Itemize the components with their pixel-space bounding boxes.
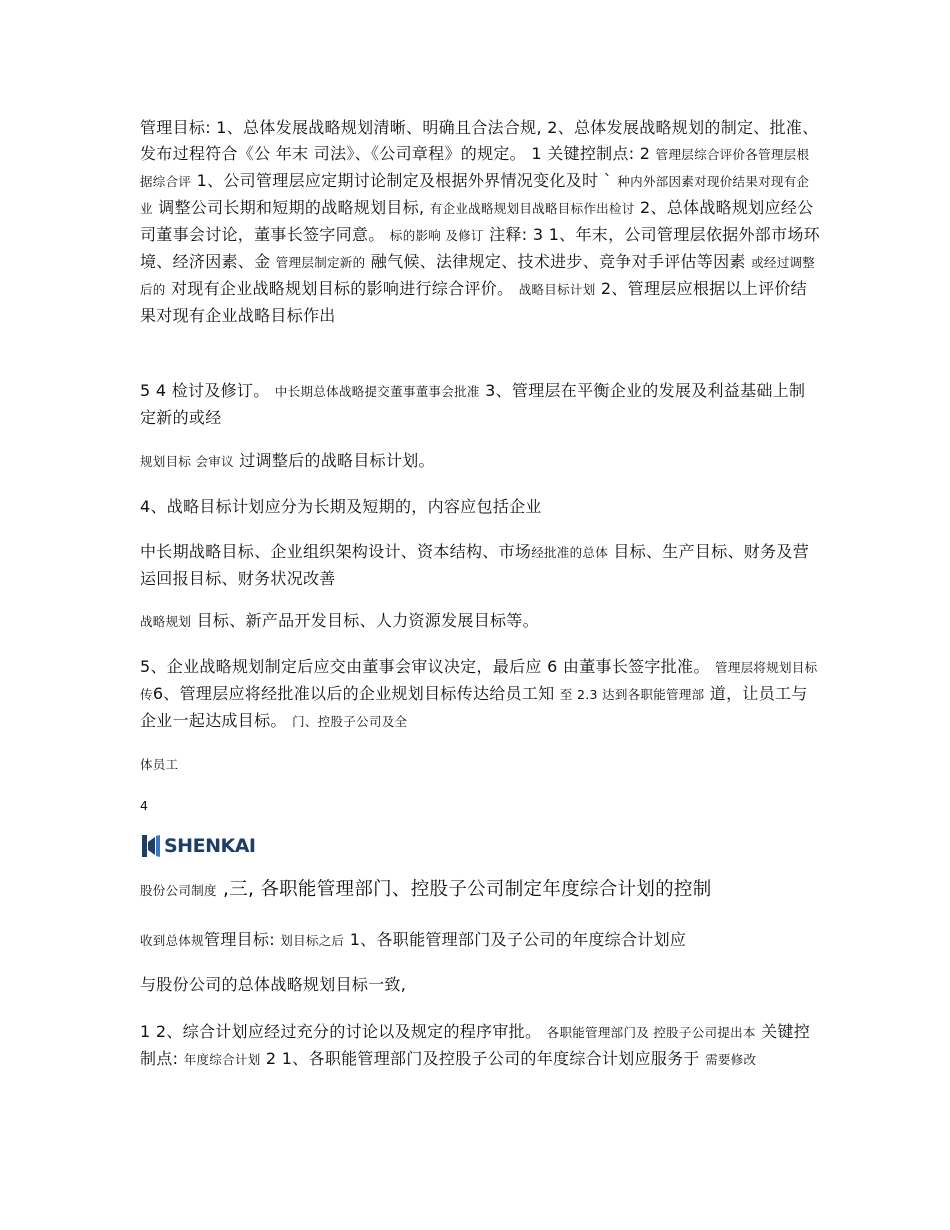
text-run: 1、各职能管理部门及子公司的年度综合计划应 bbox=[344, 930, 687, 949]
text-run: 5 4 检讨及修订。 bbox=[140, 381, 275, 400]
paragraph-plan-contents bbox=[140, 539, 820, 592]
shenkai-logo-text: SHENKAI bbox=[164, 835, 256, 857]
text-run: 2 1、各职能管理部门及控股子公司的年度综合计划应服务于 bbox=[260, 1049, 706, 1068]
small-text-run: 战略规划 bbox=[140, 614, 192, 629]
text-run: 6、管理层应将经批准以后的企业规划目标传达给员工知 bbox=[152, 684, 560, 703]
small-text-run: 种内外部因素对现价结果对现有企业 bbox=[140, 174, 810, 216]
text-run: 管理目标: bbox=[204, 930, 281, 949]
small-text-run: 或经过调整后的 bbox=[140, 255, 816, 297]
text-run: 道，让员工与企业一起达成目标。 bbox=[140, 684, 808, 730]
small-text-run: 标的影响 及修订 bbox=[389, 228, 484, 243]
section-heading-annual-plan bbox=[140, 877, 820, 904]
text-run: 1 2、综合计划应经过充分的讨论以及规定的程序审批。 bbox=[140, 1022, 547, 1041]
small-text-run: 中长期总体战略提交董事董事会批准 bbox=[274, 384, 480, 399]
text-run: 目标、生产目标、财务及营运回报目标、财务状况改善 bbox=[140, 542, 810, 588]
paragraph-adjusted-plan bbox=[140, 448, 820, 475]
page-number-text: 4 bbox=[140, 798, 149, 813]
text-run: 过调整后的战略目标计划。 bbox=[233, 451, 435, 470]
paragraph-all-staff bbox=[140, 752, 820, 778]
small-text-run: 划目标之后 bbox=[280, 933, 345, 948]
text-run: 4、战略目标计划应分为长期及短期的，内容应包括企业 bbox=[140, 497, 542, 516]
text-run: 目标、新产品开发目标、人力资源发展目标等。 bbox=[191, 611, 539, 630]
small-text-run: 各职能管理部门及 控股子公司提出本 bbox=[546, 1025, 756, 1040]
small-text-run: 经批准的总体 bbox=[531, 545, 609, 560]
small-text-run: 管理层将规划目标传 bbox=[140, 660, 818, 702]
text-run: 注释: 3 1、年末，公司管理层依据外部市场环境、经济因素、金 bbox=[140, 225, 820, 271]
paragraph-board-approval bbox=[140, 654, 820, 735]
shenkai-logo bbox=[142, 832, 255, 860]
small-text-run: 管理层制定新的 bbox=[275, 255, 366, 270]
page-number bbox=[140, 793, 820, 819]
heading-text: ,三, 各职能管理部门、控股子公司制定年度综合计划的控制 bbox=[216, 879, 712, 900]
paragraph-annual-plan-objective bbox=[140, 927, 820, 954]
paragraph-strategy-control bbox=[140, 115, 820, 329]
text-run: 对现有企业战略规划目标的影响进行综合评价。 bbox=[165, 279, 519, 298]
small-text-run: 年度综合计划 bbox=[183, 1052, 261, 1067]
text-run: 与股份公司的总体战略规划目标一致, bbox=[140, 975, 407, 994]
small-text-run: 门、控股子公司及全 bbox=[292, 714, 408, 729]
small-text-run: 管理层综合评价各管理层根据综合评 bbox=[140, 147, 810, 189]
small-text-run: 需要修改 bbox=[705, 1052, 757, 1067]
paragraph-review-revision bbox=[140, 378, 820, 431]
small-text-run: 战略目标计划 bbox=[518, 282, 596, 297]
text-run: 2、总体战略规划应经公司董事会讨论，董事长签字同意。 bbox=[140, 198, 814, 244]
paragraph-plan-targets bbox=[140, 608, 820, 635]
small-text-run: 收到总体规 bbox=[140, 933, 205, 948]
text-run: 3、管理层在平衡企业的发展及利益基础上制定新的或经 bbox=[140, 381, 806, 427]
paragraph-approval-procedure bbox=[140, 1019, 820, 1073]
text-run: 管理目标: 1、总体发展战略规划清晰、明确且合法合规, 2、总体发展战略规划的制定、批准、发布过程符合《公 年末 司法》、《公司章程》的规定。 1 关键控制点: 2 bbox=[140, 118, 819, 163]
small-text-run: 有企业战略规划目战略目标作出检讨 bbox=[429, 201, 635, 216]
small-text-run: 至 2.3 达到各职能管理部 bbox=[559, 687, 705, 702]
text-run: 融气候、法律规定、技术进步、竞争对手评估等因素 bbox=[365, 252, 752, 271]
paragraph-long-short-term bbox=[140, 494, 820, 520]
text-run: 关键控制点: bbox=[140, 1022, 811, 1068]
small-text-run: 规划目标 会审议 bbox=[140, 454, 234, 469]
shenkai-logo-icon bbox=[142, 835, 160, 857]
paragraph-consistency bbox=[140, 972, 820, 998]
text-run: 5、企业战略规划制定后应交由董事会审议决定，最后应 6 由董事长签字批准。 bbox=[140, 657, 716, 676]
text-run: 2、管理层应根据以上评价结果对现有企业战略目标作出 bbox=[140, 279, 807, 325]
text-run: 调整公司长期和短期的战略规划目标, bbox=[152, 198, 430, 217]
text-run: 1、公司管理层应定期讨论制定及根据外界情况变化及时 ` bbox=[191, 171, 618, 190]
small-text-run: 股份公司制度 bbox=[140, 883, 217, 898]
text-run: 中长期战略目标、企业组织架构设计、资本结构、市场 bbox=[140, 542, 532, 561]
small-text-run: 体员工 bbox=[140, 757, 179, 772]
